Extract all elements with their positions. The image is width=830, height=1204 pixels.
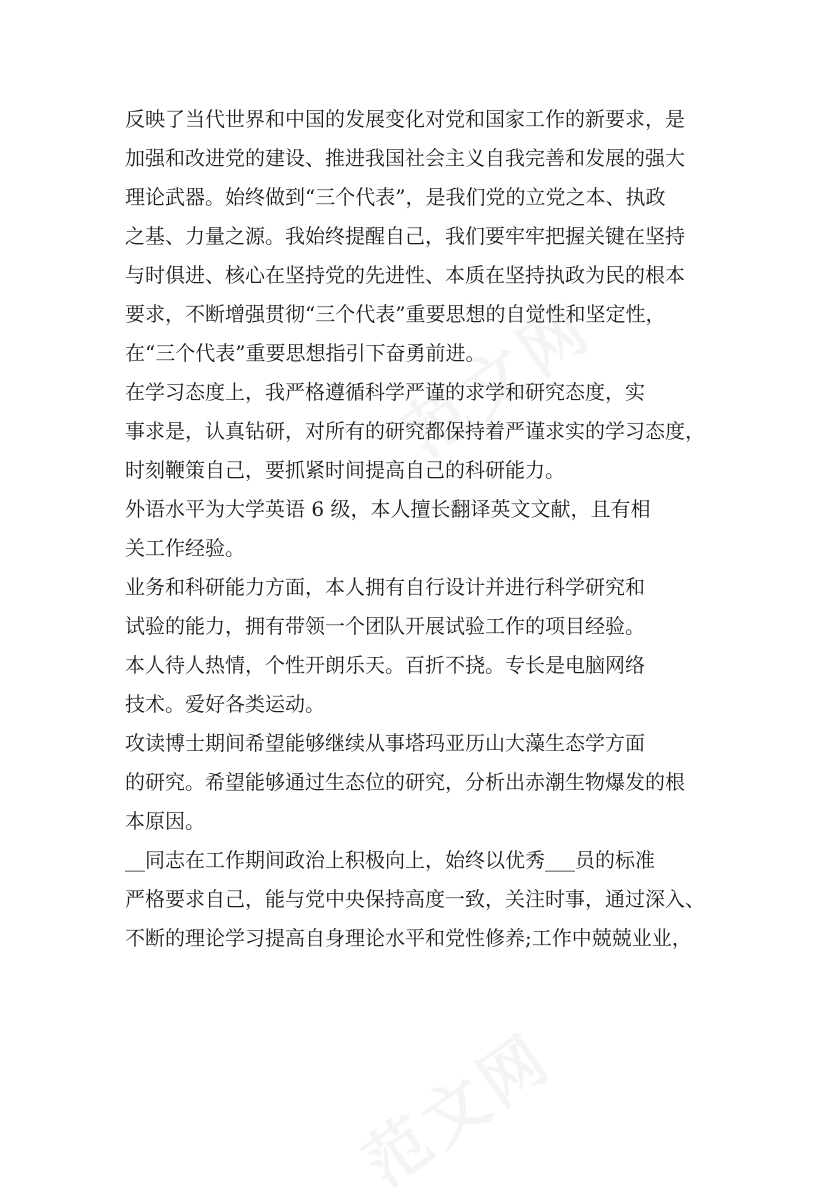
text-line: 本原因。 [125, 809, 205, 833]
text-line: 在“三个代表”重要思想指引下奋勇前进。 [125, 341, 486, 365]
text-line: 不断的理论学习提高自身理论水平和党性修养;工作中兢兢业业， [125, 926, 692, 950]
text-line: 加强和改进党的建设、推进我国社会主义自我完善和发展的强大 [125, 146, 685, 170]
text-line: 要求，不断增强贯彻“三个代表”重要思想的自觉性和坚定性， [125, 302, 666, 326]
text-line: 外语水平为大学英语 6 级，本人擅长翻译英文文献，且有相 [125, 497, 651, 521]
text-line: 业务和科研能力方面，本人拥有自行设计并进行科学研究和 [125, 575, 645, 599]
text-line: __同志在工作期间政治上积极向上，始终以优秀___员的标准 [125, 848, 655, 872]
text-line: 与时俱进、核心在坚持党的先进性、本质在坚持执政为民的根本 [125, 263, 685, 287]
text-line: 试验的能力，拥有带领一个团队开展试验工作的项目经验。 [125, 614, 645, 638]
text-line: 事求是，认真钻研，对所有的研究都保持着严谨求实的学习态度， [125, 419, 705, 443]
text-line: 严格要求自己，能与党中央保持高度一致，关注时事，通过深入、 [125, 887, 705, 911]
text-line: 时刻鞭策自己，要抓紧时间提高自己的科研能力。 [125, 458, 565, 482]
text-line: 本人待人热情，个性开朗乐天。百折不挠。专长是电脑网络 [125, 653, 645, 677]
text-line: 理论武器。始终做到“三个代表”，是我们党的立党之本、执政 [125, 185, 666, 209]
text-line: 的研究。希望能够通过生态位的研究，分析出赤潮生物爆发的根 [125, 770, 685, 794]
text-line: 攻读博士期间希望能够继续从事塔玛亚历山大藻生态学方面 [125, 731, 645, 755]
watermark [343, 1008, 568, 1204]
text-line: 反映了当代世界和中国的发展变化对党和国家工作的新要求，是 [125, 107, 685, 131]
text-line: 之基、力量之源。我始终提醒自己，我们要牢牢把握关键在坚持 [125, 224, 685, 248]
text-line: 关工作经验。 [125, 536, 245, 560]
document-body [125, 100, 725, 958]
text-line: 技术。爱好各类运动。 [125, 692, 325, 716]
text-line: 在学习态度上，我严格遵循科学严谨的求学和研究态度，实 [125, 380, 645, 404]
